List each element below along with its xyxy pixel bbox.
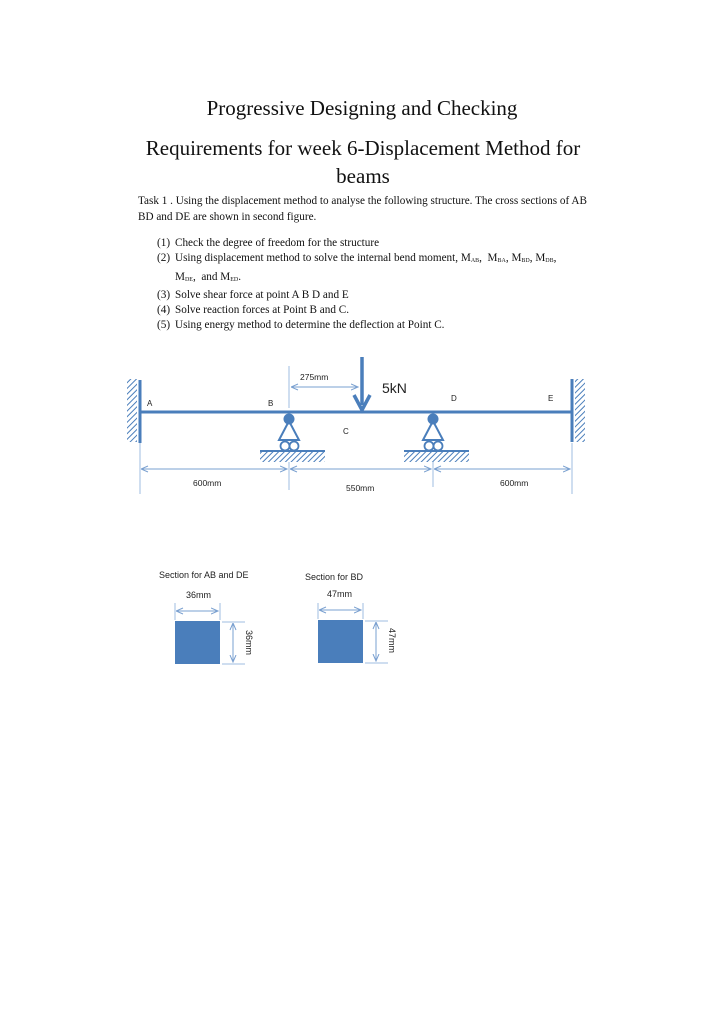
roller-support-d bbox=[404, 414, 469, 463]
point-e-label: E bbox=[548, 394, 554, 403]
svg-text:36mm: 36mm bbox=[244, 630, 254, 656]
page-subtitle: Requirements for week 6-Displacement Method for beams bbox=[145, 136, 581, 188]
roller-support-b bbox=[260, 414, 325, 463]
requirement-item: (4) Solve reaction forces at Point B and C. bbox=[157, 304, 349, 317]
span-bd-label: 550mm bbox=[346, 483, 375, 493]
span-de-label: 600mm bbox=[500, 478, 529, 488]
requirement-item: (1) Check the degree of freedom for the structure bbox=[157, 237, 380, 249]
extension-lines bbox=[140, 366, 572, 494]
section-square-47 bbox=[318, 620, 363, 663]
fixed-support-a bbox=[127, 379, 140, 443]
requirement-item: (3) Solve shear force at point A B D and E bbox=[157, 288, 349, 301]
point-c-label: C bbox=[343, 427, 349, 436]
svg-text:Section for AB and DE: Section for AB and DE bbox=[159, 570, 249, 580]
svg-text:47mm: 47mm bbox=[327, 589, 353, 599]
point-d-label: D bbox=[451, 394, 457, 403]
load-offset-label: 275mm bbox=[300, 372, 329, 382]
requirement-item: (2) Using displacement method to solve the internal bend moment, $M_{AB}$, $M_{BA}$, $M_{BD}$, $M_{DB}$, $M_{DE}$, and $M_{ED}$. bbox=[157, 252, 557, 283]
section-square-36 bbox=[175, 621, 220, 664]
page-title: Progressive Designing and Checking bbox=[206, 96, 518, 120]
point-b-label: B bbox=[268, 399, 274, 408]
fixed-support-e bbox=[572, 379, 585, 442]
task-description: Task 1 . Using the displacement method to analyse the following structure. The cross sections of AB BD and DE are shown in second figure. bbox=[138, 195, 587, 223]
load-label: 5kN bbox=[382, 380, 407, 396]
span-ab-label: 600mm bbox=[193, 478, 222, 488]
svg-text:36mm: 36mm bbox=[186, 590, 212, 600]
point-a-label: A bbox=[147, 399, 153, 408]
section-ab-de bbox=[159, 570, 254, 664]
svg-text:Section for BD: Section for BD bbox=[305, 572, 364, 582]
load-arrow-icon bbox=[354, 357, 370, 410]
requirement-item: (5) Using energy method to determine the deflection at Point C. bbox=[157, 319, 445, 332]
section-bd bbox=[305, 572, 397, 663]
svg-text:47mm: 47mm bbox=[387, 628, 397, 654]
